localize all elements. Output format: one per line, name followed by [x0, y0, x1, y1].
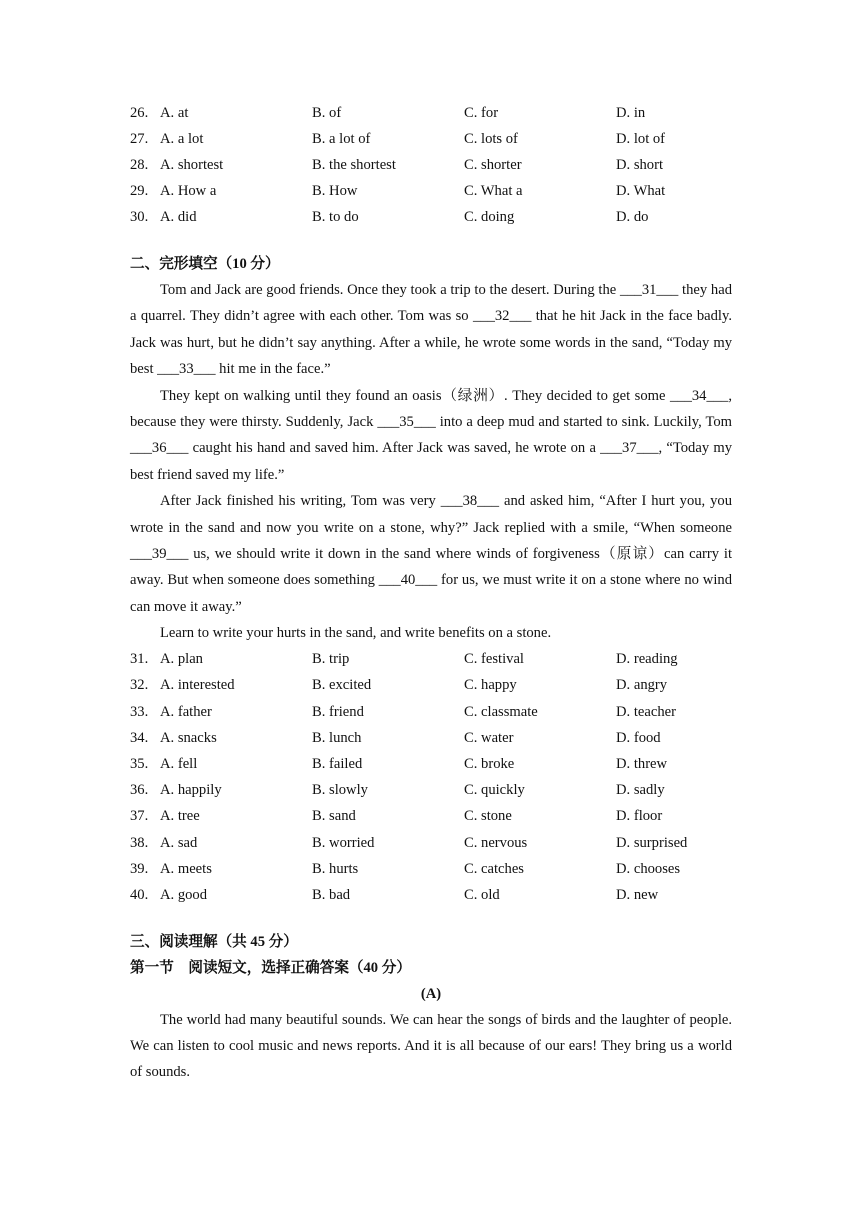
option-d: D. threw	[616, 755, 668, 772]
option-a: A. snacks	[160, 729, 217, 746]
option-b: B. to do	[312, 209, 359, 226]
question-row	[130, 882, 732, 908]
option-d: D. angry	[616, 677, 668, 694]
question-number: 34.	[130, 729, 149, 746]
question-row	[130, 179, 732, 205]
option-d: D. sadly	[616, 782, 665, 799]
options-group-31-40	[130, 647, 732, 909]
option-b: B. the shortest	[312, 156, 396, 173]
option-c: C. shorter	[464, 156, 522, 173]
section-heading-cloze: 二、完形填空（10 分）	[130, 255, 280, 272]
option-a: A. interested	[160, 677, 235, 694]
question-row	[130, 751, 732, 777]
option-a: A. father	[160, 703, 212, 720]
option-a: A. a lot	[160, 130, 204, 147]
options-group-26-30	[130, 100, 732, 231]
option-c: C. for	[464, 104, 499, 121]
option-a: A. plan	[160, 651, 203, 668]
option-c: C. water	[464, 729, 514, 746]
option-c: C. festival	[464, 651, 524, 668]
option-c: C. quickly	[464, 782, 525, 799]
cloze-paragraph: Learn to write your hurts in the sand, and write benefits on a stone.	[160, 625, 552, 642]
cloze-paragraph: After Jack finished his writing, Tom was very ___38___ and asked him, “After I hurt you, you wrote in the sand and now you write on a stone, why?” Jack replied with a smile, “When someone ___39___ us, we should write it down in the sand where winds of forgiveness（原谅）can carry it away. But when someone does something ___40___ for us, we must write it on a stone where no wind can move it away.”	[130, 493, 732, 615]
question-row	[130, 778, 732, 804]
option-a: A. shortest	[160, 156, 224, 173]
option-b: B. hurts	[312, 860, 359, 877]
question-row	[130, 647, 732, 673]
question-number: 32.	[130, 677, 149, 694]
option-c: C. broke	[464, 755, 515, 772]
question-row	[130, 673, 732, 699]
cloze-paragraph: They kept on walking until they found an oasis（绿洲）. They decided to get some ___34___, because they were thirsty. Suddenly, Jack ___35___ into a deep mud and started to sink. Luckily, Tom ___36___ caught his hand and saved him. After Jack was saved, he wrote on a ___37___, “Today my best friend saved my life.”	[130, 387, 732, 483]
option-b: B. failed	[312, 755, 363, 772]
option-a: A. good	[160, 886, 208, 903]
option-b: B. sand	[312, 808, 356, 825]
option-d: D. What	[616, 183, 666, 200]
option-b: B. lunch	[312, 729, 362, 746]
section-heading-reading: 三、阅读理解（共 45 分）	[130, 933, 298, 950]
option-d: D. short	[616, 156, 664, 173]
option-d: D. floor	[616, 808, 663, 825]
option-d: D. surprised	[616, 834, 688, 851]
option-c: C. classmate	[464, 703, 538, 720]
question-number: 28.	[130, 156, 149, 173]
option-b: B. How	[312, 183, 358, 200]
option-d: D. lot of	[616, 130, 666, 147]
question-number: 38.	[130, 834, 149, 851]
question-number: 40.	[130, 886, 149, 903]
option-b: B. of	[312, 104, 342, 121]
cloze-paragraph: Tom and Jack are good friends. Once they took a trip to the desert. During the ___31___ they had a quarrel. They didn’t agree with each other. Tom was so ___32___ that he hit Jack in the face badly. Jack was hurt, but he didn’t say anything. After a while, he wrote some words in the sand, “Today my best ___33___ hit me in the face.”	[130, 281, 732, 378]
option-d: D. in	[616, 104, 646, 121]
option-d: D. teacher	[616, 703, 676, 720]
question-row	[130, 856, 732, 882]
option-b: B. a lot of	[312, 130, 371, 147]
question-number: 31.	[130, 651, 149, 668]
option-d: D. food	[616, 729, 661, 746]
option-c: C. happy	[464, 677, 517, 694]
question-row	[130, 126, 732, 152]
option-d: D. do	[616, 209, 649, 226]
question-number: 36.	[130, 782, 149, 799]
question-number: 27.	[130, 130, 149, 147]
option-a: A. sad	[160, 834, 198, 851]
option-b: B. slowly	[312, 782, 368, 799]
question-row	[130, 804, 732, 830]
option-a: A. meets	[160, 860, 212, 877]
question-number: 35.	[130, 755, 149, 772]
option-c: C. nervous	[464, 834, 528, 851]
question-row	[130, 830, 732, 856]
option-c: C. lots of	[464, 130, 518, 147]
option-b: B. excited	[312, 677, 372, 694]
option-b: B. worried	[312, 834, 375, 851]
option-a: A. fell	[160, 755, 198, 772]
question-row	[130, 205, 732, 231]
question-number: 30.	[130, 209, 149, 226]
option-b: B. bad	[312, 886, 351, 903]
question-number: 39.	[130, 860, 149, 877]
option-a: A. at	[160, 104, 189, 121]
option-b: B. friend	[312, 703, 364, 720]
option-c: C. old	[464, 886, 500, 903]
page-content	[130, 100, 732, 1086]
option-a: A. did	[160, 209, 197, 226]
option-c: C. doing	[464, 209, 515, 226]
question-row	[130, 725, 732, 751]
passage-label: (A)	[420, 985, 442, 1002]
option-b: B. trip	[312, 651, 350, 668]
option-c: C. catches	[464, 860, 524, 877]
option-d: D. chooses	[616, 860, 681, 877]
option-a: A. happily	[160, 782, 222, 799]
question-number: 37.	[130, 808, 149, 825]
option-d: D. new	[616, 886, 659, 903]
option-d: D. reading	[616, 651, 678, 668]
option-a: A. tree	[160, 808, 200, 825]
reading-paragraph: The world had many beautiful sounds. We can hear the songs of birds and the laughter of people. We can listen to cool music and news reports. And it is all because of our ears! They bring us a world of sounds.	[130, 1011, 732, 1081]
question-number: 29.	[130, 183, 149, 200]
option-c: C. What a	[464, 183, 523, 200]
option-a: A. How a	[160, 183, 217, 200]
option-c: C. stone	[464, 808, 512, 825]
question-number: 33.	[130, 703, 149, 720]
question-row	[130, 100, 732, 126]
question-row	[130, 152, 732, 178]
question-row	[130, 699, 732, 725]
subsection-heading: 第一节 阅读短文，选择正确答案（40 分）	[130, 959, 411, 976]
question-number: 26.	[130, 104, 149, 121]
